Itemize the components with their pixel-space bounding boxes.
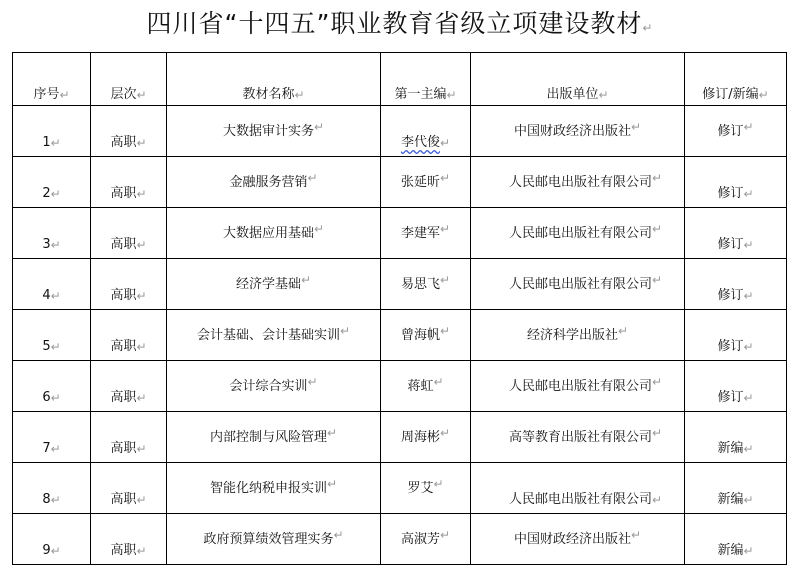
row-level: 高职 <box>110 339 137 354</box>
cell-level <box>91 106 167 157</box>
row-type: 新编 <box>717 441 744 456</box>
cell-editor <box>381 106 471 157</box>
paragraph-mark-icon: ↵ <box>50 238 61 252</box>
paragraph-mark-icon: ↵ <box>743 442 754 456</box>
paragraph-mark-icon: ↵ <box>652 493 663 507</box>
row-textbook-name: 内部控制与风险管理 <box>209 430 327 445</box>
paragraph-mark-icon: ↵ <box>433 477 444 491</box>
paragraph-mark-icon: ↵ <box>642 21 653 35</box>
paragraph-mark-icon: ↵ <box>743 391 754 405</box>
header-editor-label: 第一主编 <box>394 87 447 102</box>
row-editor: 高淑芳 <box>400 532 440 547</box>
row-level: 高职 <box>110 237 137 252</box>
cell-type <box>685 463 787 514</box>
cell-editor <box>381 361 471 412</box>
paragraph-mark-icon: ↵ <box>50 187 61 201</box>
row-editor: 易思飞 <box>400 277 440 292</box>
cell-publisher <box>471 463 685 514</box>
row-level: 高职 <box>110 288 137 303</box>
paragraph-mark-icon: ↵ <box>652 171 663 185</box>
row-textbook-name: 政府预算绩效管理实务 <box>203 532 334 547</box>
row-index: 7 <box>42 441 51 456</box>
paragraph-mark-icon: ↵ <box>446 88 457 102</box>
paragraph-mark-icon: ↵ <box>439 222 451 236</box>
cell-level <box>91 208 167 259</box>
row-editor: 李代俊 <box>400 135 440 150</box>
cell-level <box>91 259 167 310</box>
row-type: 修订 <box>717 390 744 405</box>
row-level: 高职 <box>110 186 137 201</box>
paragraph-mark-icon: ↵ <box>50 493 61 507</box>
paragraph-mark-icon: ↵ <box>326 426 338 440</box>
row-index: 1 <box>42 135 51 150</box>
header-cell-name <box>167 53 381 106</box>
row-type: 修订 <box>717 339 744 354</box>
cell-name <box>167 463 381 514</box>
cell-editor <box>381 310 471 361</box>
header-cell-editor <box>381 53 471 106</box>
cell-index <box>13 412 91 463</box>
row-publisher: 人民邮电出版社有限公司 <box>509 379 653 394</box>
header-type-label: 修订/新编 <box>702 87 759 102</box>
row-level: 高职 <box>110 543 137 558</box>
paragraph-mark-icon: ↵ <box>59 88 70 102</box>
cell-type <box>685 157 787 208</box>
cell-name <box>167 514 381 565</box>
row-type: 新编 <box>717 543 744 558</box>
header-cell-publisher <box>471 53 685 106</box>
paragraph-mark-icon: ↵ <box>743 120 754 134</box>
paragraph-mark-icon: ↵ <box>743 238 754 252</box>
paragraph-mark-icon: ↵ <box>439 136 451 150</box>
paragraph-mark-icon: ↵ <box>743 289 754 303</box>
paragraph-mark-icon: ↵ <box>136 340 147 354</box>
paragraph-mark-icon: ↵ <box>652 273 663 287</box>
row-level: 高职 <box>110 135 137 150</box>
row-editor: 蒋虹 <box>407 379 434 394</box>
paragraph-mark-icon: ↵ <box>439 171 451 185</box>
paragraph-mark-icon: ↵ <box>300 273 312 287</box>
row-index: 5 <box>42 339 51 354</box>
paragraph-mark-icon: ↵ <box>136 88 147 102</box>
cell-type <box>685 259 787 310</box>
cell-type <box>685 514 787 565</box>
row-editor: 李建军 <box>400 226 440 241</box>
paragraph-mark-icon: ↵ <box>136 136 147 150</box>
cell-index <box>13 463 91 514</box>
paragraph-mark-icon: ↵ <box>652 426 663 440</box>
cell-name <box>167 259 381 310</box>
cell-index <box>13 106 91 157</box>
paragraph-mark-icon: ↵ <box>50 442 61 456</box>
paragraph-mark-icon: ↵ <box>630 120 642 134</box>
paragraph-mark-icon: ↵ <box>136 187 147 201</box>
cell-level <box>91 514 167 565</box>
row-type: 新编 <box>717 492 744 507</box>
row-index: 6 <box>42 390 51 405</box>
cell-name <box>167 157 381 208</box>
row-textbook-name: 经济学基础 <box>235 277 301 292</box>
paragraph-mark-icon: ↵ <box>136 391 147 405</box>
row-publisher: 中国财政经济出版社 <box>513 124 631 139</box>
header-cell-type <box>685 53 787 106</box>
row-type: 修订 <box>717 237 744 252</box>
row-publisher: 经济科学出版社 <box>526 328 618 343</box>
cell-type <box>685 361 787 412</box>
paragraph-mark-icon: ↵ <box>50 136 61 150</box>
row-level: 高职 <box>110 390 137 405</box>
paragraph-mark-icon: ↵ <box>743 187 754 201</box>
cell-editor <box>381 208 471 259</box>
cell-index <box>13 208 91 259</box>
textbook-table <box>12 52 787 565</box>
row-textbook-name: 大数据应用基础 <box>222 226 314 241</box>
row-type: 修订 <box>717 288 744 303</box>
row-index: 8 <box>42 492 51 507</box>
cell-editor <box>381 514 471 565</box>
paragraph-mark-icon: ↵ <box>50 340 61 354</box>
row-publisher: 人民邮电出版社有限公司 <box>509 226 653 241</box>
paragraph-mark-icon: ↵ <box>439 426 451 440</box>
cell-publisher <box>471 106 685 157</box>
cell-name <box>167 412 381 463</box>
table-row <box>13 106 787 157</box>
row-publisher: 人民邮电出版社有限公司 <box>509 492 653 507</box>
paragraph-mark-icon: ↵ <box>652 222 663 236</box>
cell-index <box>13 310 91 361</box>
row-publisher: 人民邮电出版社有限公司 <box>509 277 653 292</box>
header-name-label: 教材名称 <box>242 87 295 102</box>
row-textbook-name: 会计综合实训 <box>229 379 308 394</box>
row-textbook-name: 会计基础、会计基础实训 <box>196 328 340 343</box>
paragraph-mark-icon: ↵ <box>439 324 451 338</box>
table-row <box>13 157 787 208</box>
title-text: 四川省“十四五”职业教育省级立项建设教材 <box>146 9 643 38</box>
cell-type <box>685 106 787 157</box>
cell-level <box>91 412 167 463</box>
row-editor: 罗艾 <box>407 481 434 496</box>
row-textbook-name: 金融服务营销 <box>229 175 308 190</box>
cell-publisher <box>471 157 685 208</box>
row-index: 4 <box>42 288 51 303</box>
paragraph-mark-icon: ↵ <box>307 375 318 389</box>
cell-level <box>91 463 167 514</box>
row-level: 高职 <box>110 441 137 456</box>
cell-type <box>685 310 787 361</box>
row-textbook-name: 智能化纳税申报实训 <box>209 481 327 496</box>
paragraph-mark-icon: ↵ <box>136 289 147 303</box>
cell-type <box>685 412 787 463</box>
cell-level <box>91 310 167 361</box>
paragraph-mark-icon: ↵ <box>598 88 609 102</box>
paragraph-mark-icon: ↵ <box>333 528 344 542</box>
cell-index <box>13 157 91 208</box>
paragraph-mark-icon: ↵ <box>313 222 325 236</box>
paragraph-mark-icon: ↵ <box>630 528 642 542</box>
cell-index <box>13 361 91 412</box>
table-row <box>13 361 787 412</box>
cell-publisher <box>471 208 685 259</box>
cell-level <box>91 157 167 208</box>
paragraph-mark-icon: ↵ <box>136 238 147 252</box>
row-editor: 周海彬 <box>400 430 440 445</box>
row-publisher: 人民邮电出版社有限公司 <box>509 175 653 190</box>
cell-editor <box>381 463 471 514</box>
row-editor: 张延昕 <box>400 175 440 190</box>
cell-publisher <box>471 259 685 310</box>
table-row <box>13 208 787 259</box>
row-publisher: 中国财政经济出版社 <box>513 532 631 547</box>
paragraph-mark-icon: ↵ <box>439 273 451 287</box>
paragraph-mark-icon: ↵ <box>307 171 318 185</box>
paragraph-mark-icon: ↵ <box>50 289 61 303</box>
paragraph-mark-icon: ↵ <box>758 88 769 102</box>
paragraph-mark-icon: ↵ <box>294 88 305 102</box>
header-publisher-label: 出版单位 <box>546 87 599 102</box>
cell-name <box>167 361 381 412</box>
row-publisher: 高等教育出版社有限公司 <box>509 430 653 445</box>
cell-publisher <box>471 361 685 412</box>
header-index-label: 序号 <box>33 87 60 102</box>
table-row <box>13 514 787 565</box>
paragraph-mark-icon: ↵ <box>617 324 629 338</box>
cell-publisher <box>471 412 685 463</box>
header-level-label: 层次 <box>110 87 137 102</box>
paragraph-mark-icon: ↵ <box>743 544 754 558</box>
paragraph-mark-icon: ↵ <box>50 544 61 558</box>
paragraph-mark-icon: ↵ <box>743 493 754 507</box>
cell-name <box>167 310 381 361</box>
paragraph-mark-icon: ↵ <box>136 544 147 558</box>
paragraph-mark-icon: ↵ <box>652 375 663 389</box>
cell-editor <box>381 259 471 310</box>
row-textbook-name: 大数据审计实务 <box>222 124 314 139</box>
document-title <box>0 4 799 44</box>
paragraph-mark-icon: ↵ <box>439 528 451 542</box>
header-cell-level <box>91 53 167 106</box>
paragraph-mark-icon: ↵ <box>136 442 147 456</box>
row-type: 修订 <box>717 124 744 139</box>
cell-publisher <box>471 310 685 361</box>
paragraph-mark-icon: ↵ <box>339 324 351 338</box>
row-type: 修订 <box>717 186 744 201</box>
table-row <box>13 310 787 361</box>
cell-editor <box>381 157 471 208</box>
cell-index <box>13 259 91 310</box>
paragraph-mark-icon: ↵ <box>326 477 338 491</box>
paragraph-mark-icon: ↵ <box>433 375 444 389</box>
paragraph-mark-icon: ↵ <box>136 493 147 507</box>
row-level: 高职 <box>110 492 137 507</box>
header-cell-index <box>13 53 91 106</box>
cell-publisher <box>471 514 685 565</box>
cell-index <box>13 514 91 565</box>
row-index: 9 <box>42 543 51 558</box>
cell-name <box>167 208 381 259</box>
cell-level <box>91 361 167 412</box>
paragraph-mark-icon: ↵ <box>743 340 754 354</box>
cell-editor <box>381 412 471 463</box>
table-row <box>13 259 787 310</box>
paragraph-mark-icon: ↵ <box>313 120 325 134</box>
table-row <box>13 463 787 514</box>
row-index: 2 <box>42 186 51 201</box>
table-row <box>13 412 787 463</box>
cell-type <box>685 208 787 259</box>
cell-name <box>167 106 381 157</box>
table-header-row <box>13 53 787 106</box>
row-index: 3 <box>42 237 51 252</box>
row-editor: 曾海帆 <box>400 328 440 343</box>
paragraph-mark-icon: ↵ <box>50 391 61 405</box>
